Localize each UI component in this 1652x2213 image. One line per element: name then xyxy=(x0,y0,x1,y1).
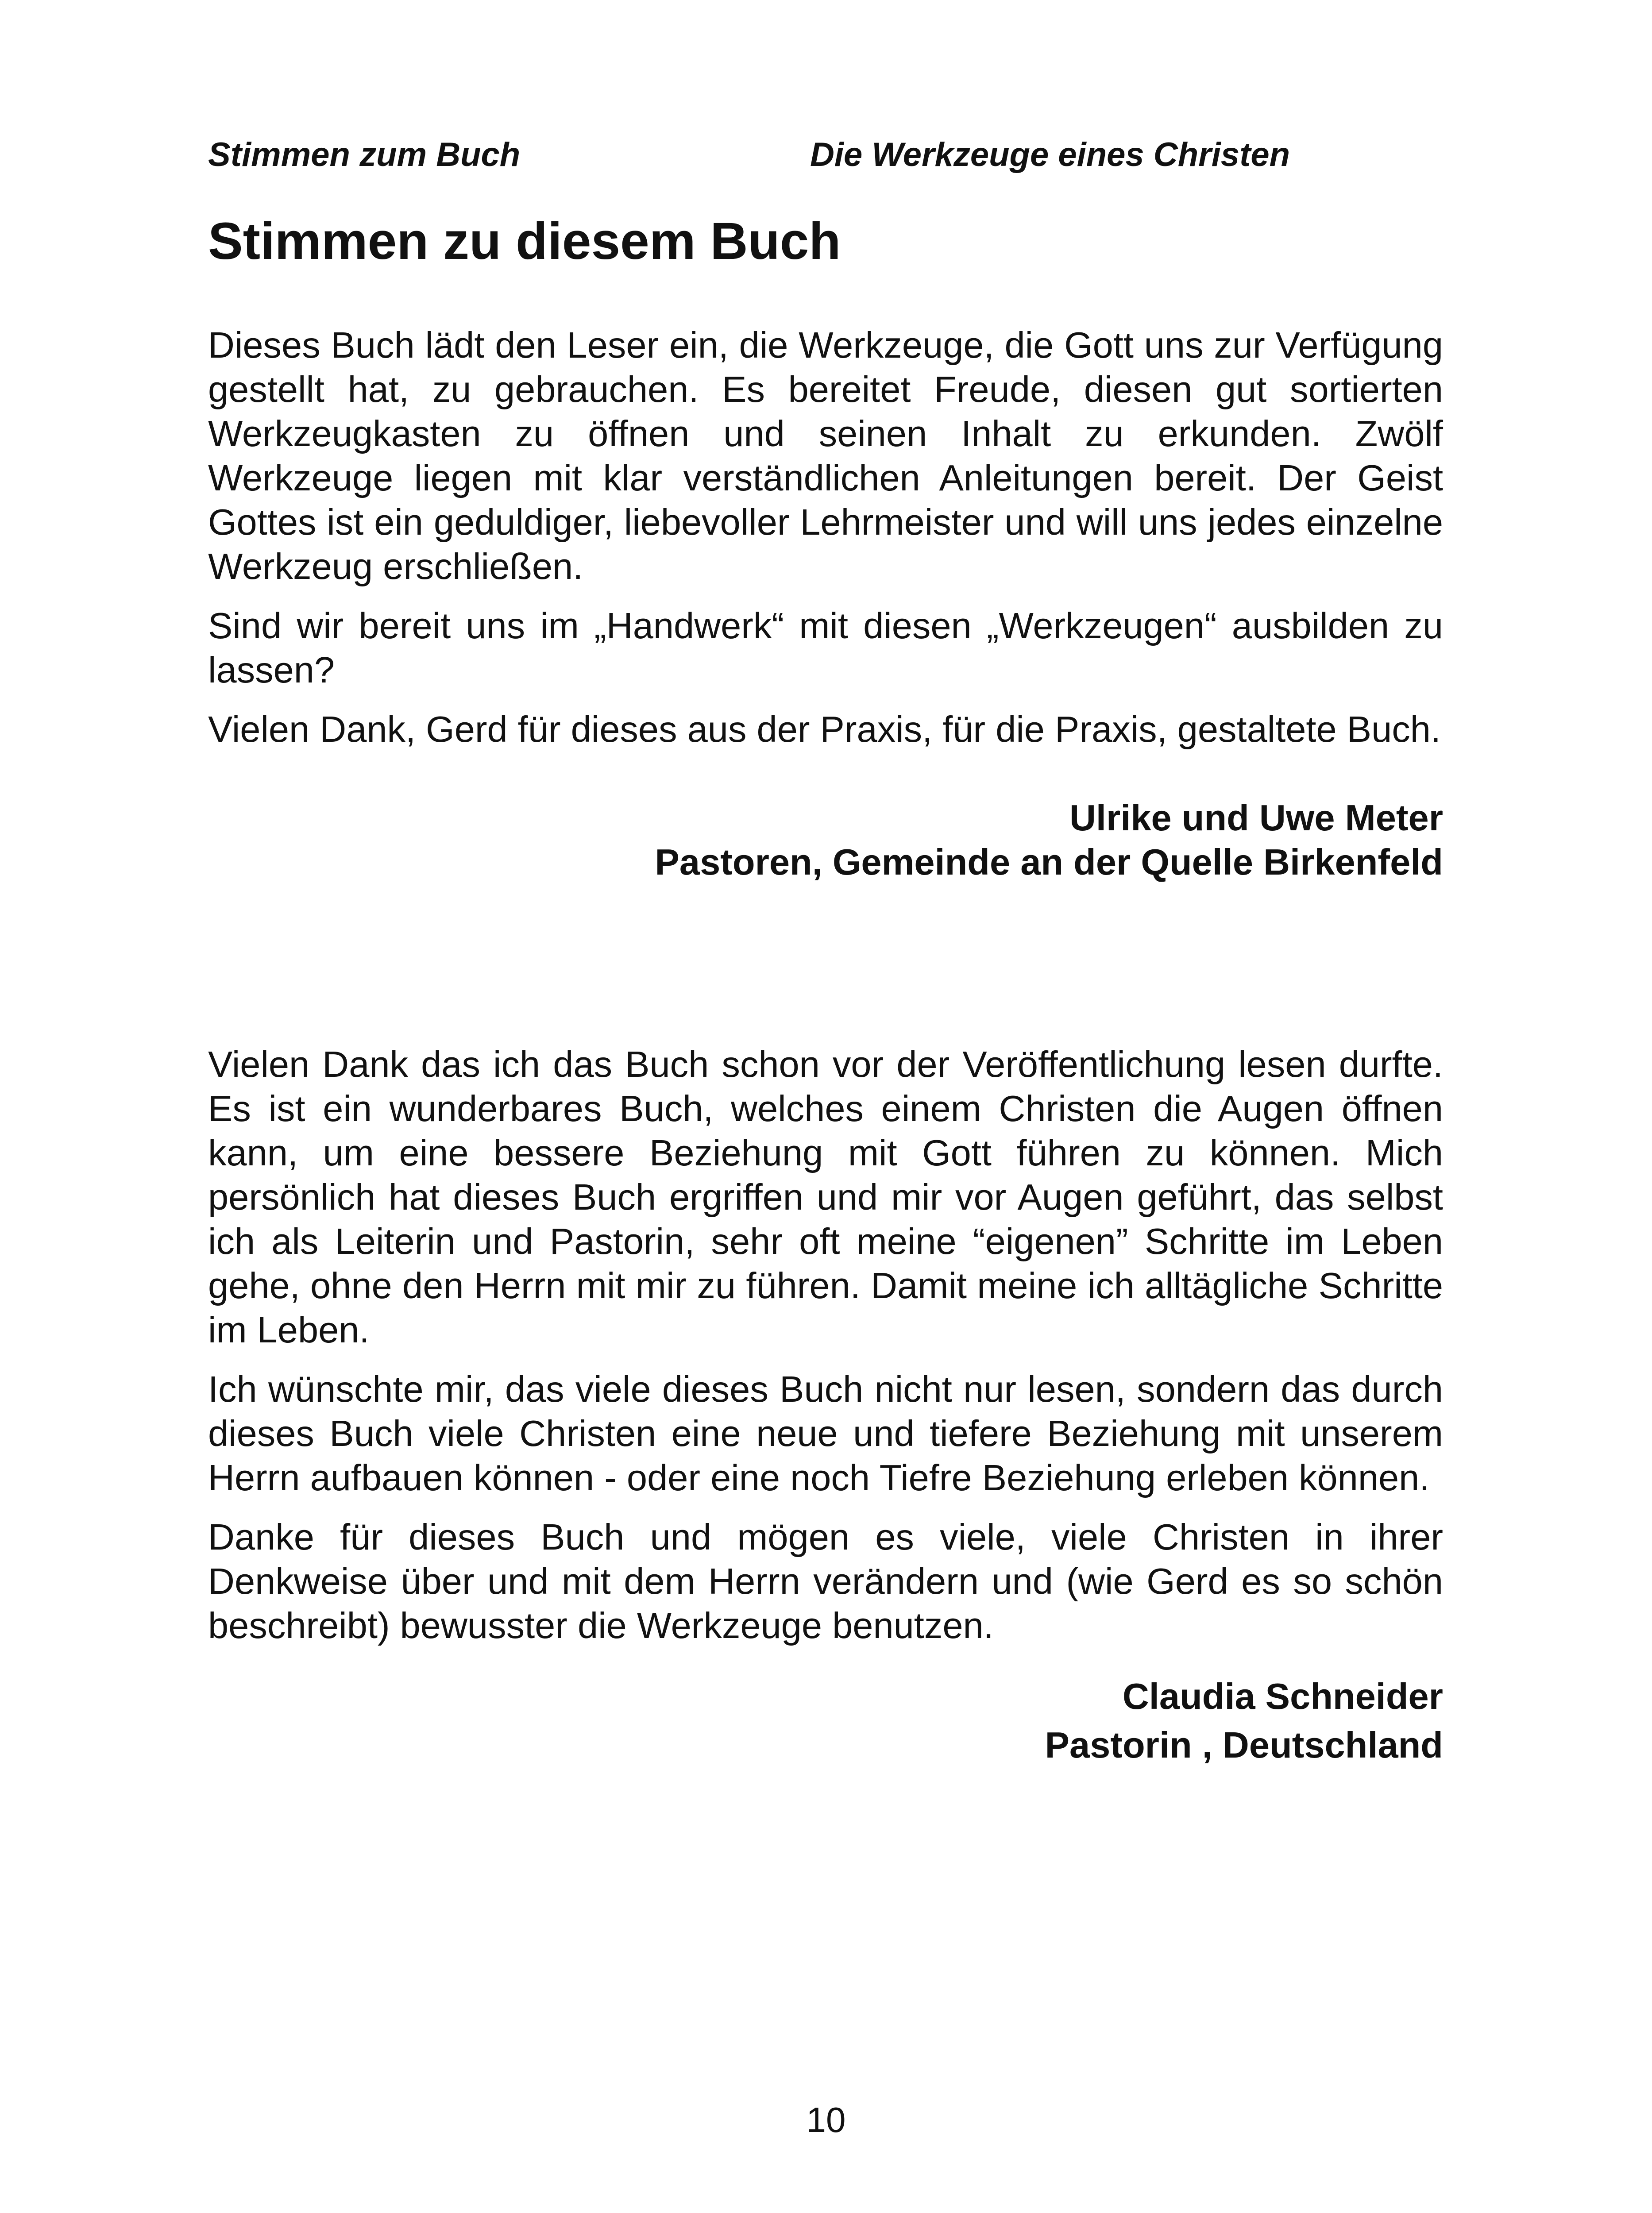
testimonial-paragraph: Vielen Dank das ich das Buch schon vor der Veröffentlichung lesen durfte. Es ist ein wunderbares Buch, welches einem Christen die Augen öffnen kann, um eine bessere Beziehung mit Gott führen zu können. Mich persönlich hat dieses Buch ergriffen und mir vor Augen geführt, das selbst ich als Leiterin und Pastorin, sehr oft meine “eigenen” Schritte im Leben gehe, ohne den Herrn mit mir zu führen. Damit meine ich alltägliche Schritte im Leben. xyxy=(208,1044,1443,1350)
signature-role: Pastorin , Deutschland xyxy=(1045,1724,1443,1766)
signature-role: Pastoren, Gemeinde an der Quelle Birkenfeld xyxy=(655,841,1443,883)
testimonial-1 xyxy=(208,323,1443,884)
testimonial-signature xyxy=(208,796,1443,884)
header-section-title: Stimmen zum Buch xyxy=(208,136,521,173)
signature-author: Claudia Schneider xyxy=(1122,1676,1443,1717)
testimonial-paragraph: Vielen Dank, Gerd für dieses aus der Praxis, für die Praxis, gestaltete Buch. xyxy=(208,709,1441,750)
testimonial-paragraph: Dieses Buch lädt den Leser ein, die Werkzeuge, die Gott uns zur Verfügung gestellt hat, zu gebrauchen. Es bereitet Freude, diesen gut sortierten Werkzeugkasten zu öffnen und seinen Inhalt zu erkunden. Zwölf Werkzeuge liegen mit klar verständlichen Anleitungen bereit. Der Geist Gottes ist ein geduldiger, liebevoller Lehrmeister und will uns jedes einzelne Werkzeug erschließen. xyxy=(208,324,1443,587)
signature-author: Ulrike und Uwe Meter xyxy=(1069,797,1443,838)
testimonial-2 xyxy=(208,1042,1443,1767)
header-book-title: Die Werkzeuge eines Christen xyxy=(810,136,1290,173)
page-title: Stimmen zu diesem Buch xyxy=(208,212,841,270)
running-header xyxy=(208,128,1328,181)
page-number: 10 xyxy=(806,2100,846,2140)
testimonial-paragraph: Sind wir bereit uns im „Handwerk“ mit diesen „Werkzeugen“ ausbilden zu lassen? xyxy=(208,605,1443,690)
testimonial-paragraph: Ich wünschte mir, das viele dieses Buch nicht nur lesen, sondern das durch dieses Buch viele Christen eine neue und tiefere Beziehung mit unserem Herrn aufbauen können - oder eine noch Tiefre Beziehung erleben können. xyxy=(208,1369,1443,1498)
testimonial-signature xyxy=(208,1674,1443,1767)
testimonial-paragraph: Danke für dieses Buch und mögen es viele, viele Christen in ihrer Denkweise über und mit dem Herrn verändern und (wie Gerd es so schön beschreibt) bewusster die Werkzeuge benutzen. xyxy=(208,1516,1443,1646)
